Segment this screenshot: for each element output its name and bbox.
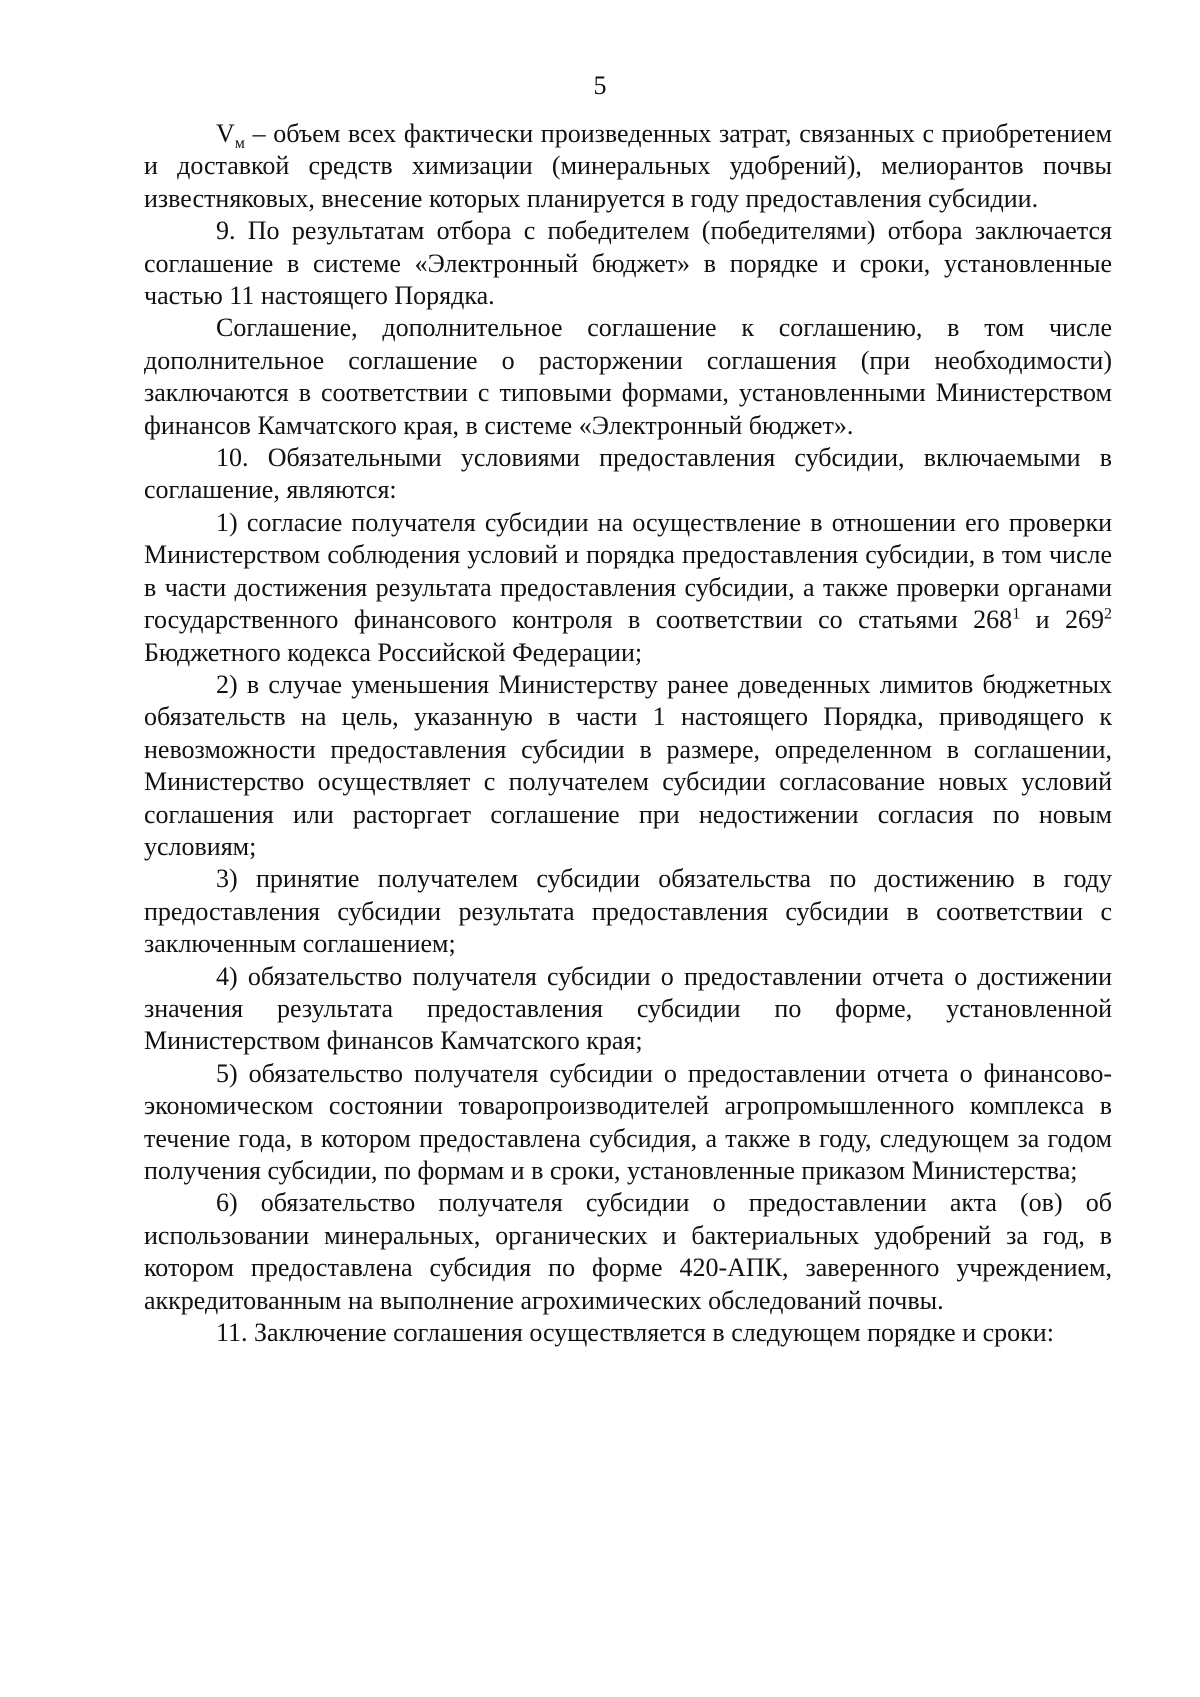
vm-definition-text: – объем всех фактически произведенных затрат, связанных с приобретением и доставкой средств химизации (минеральных удобрений), мелиорантов почвы известняковых, внесение которых планируется в году предоставления субсидии.: [144, 119, 1112, 213]
item-1-sup-2: 2: [1104, 605, 1112, 623]
document-body: [144, 118, 1112, 1349]
vm-symbol: V: [216, 119, 235, 148]
paragraph-10-item-5: 5) обязательство получателя субсидии о предоставлении отчета о финансово-экономическом состоянии товаропроизводителей агропромышленного комплекса в течение года, в котором предоставлена субсидия, а также в году, следующем за годом получения субсидии, по формам и в сроки, установленные приказом Министерства;: [144, 1058, 1112, 1185]
paragraph-vm-definition: [144, 118, 1112, 215]
item-1-text-b: и 269: [1020, 605, 1104, 635]
paragraph-10-item-1: [144, 507, 1112, 669]
item-1-text-a: 1) согласие получателя субсидии на осуществление в отношении его проверки Министерством соблюдения условий и порядка предоставления субсидии, в том числе в части достижения результата предоставления субсидии, а также проверки органами государственного финансового контроля в соответствии со статьями 268: [144, 507, 1112, 635]
paragraph-9: 9. По результатам отбора с победителем (победителями) отбора заключается соглашение в системе «Электронный бюджет» в порядке и сроки, установленные частью 11 настоящего Порядка.: [144, 216, 1112, 311]
paragraph-10-item-2: 2) в случае уменьшения Министерству ранее доведенных лимитов бюджетных обязательств на цель, указанную в части 1 настоящего Порядка, приводящего к невозможности предоставления субсидии в размере, определенном в соглашении, Министерство осуществляет с получателем субсидии согласование новых условий соглашения или расторгает соглашение при недостижении согласия по новым условиям;: [144, 669, 1112, 861]
paragraph-10: 10. Обязательными условиями предоставления субсидии, включаемыми в соглашение, являются:: [144, 443, 1112, 505]
paragraph-11: 11. Заключение соглашения осуществляется в следующем порядке и сроки:: [216, 1318, 1054, 1348]
paragraph-agreement: Соглашение, дополнительное соглашение к соглашению, в том числе дополнительное соглашение о расторжении соглашения (при необходимости) заключаются в соответствии с типовыми формами, установленными Министерством финансов Камчатского края, в системе «Электронный бюджет».: [144, 313, 1112, 440]
paragraph-10-item-3: 3) принятие получателем субсидии обязательства по достижению в году предоставления субсидии результата предоставления субсидии в соответствии с заключенным соглашением;: [144, 864, 1112, 959]
vm-subscript: м: [234, 135, 245, 153]
paragraph-10-item-6: 6) обязательство получателя субсидии о предоставлении акта (ов) об использовании минеральных, органических и бактериальных удобрений за год, в котором предоставлена субсидия по форме 420-АПК, заверенного учреждением, аккредитованным на выполнение агрохимических обследований почвы.: [144, 1188, 1112, 1315]
paragraph-10-item-4: 4) обязательство получателя субсидии о предоставлении отчета о достижении значения результата предоставления субсидии по форме, установленной Министерством финансов Камчатского края;: [144, 961, 1112, 1056]
item-1-sup-1: 1: [1012, 605, 1021, 623]
item-1-text-c: Бюджетного кодекса Российской Федерации;: [144, 637, 643, 667]
page-number: 5: [593, 71, 607, 100]
